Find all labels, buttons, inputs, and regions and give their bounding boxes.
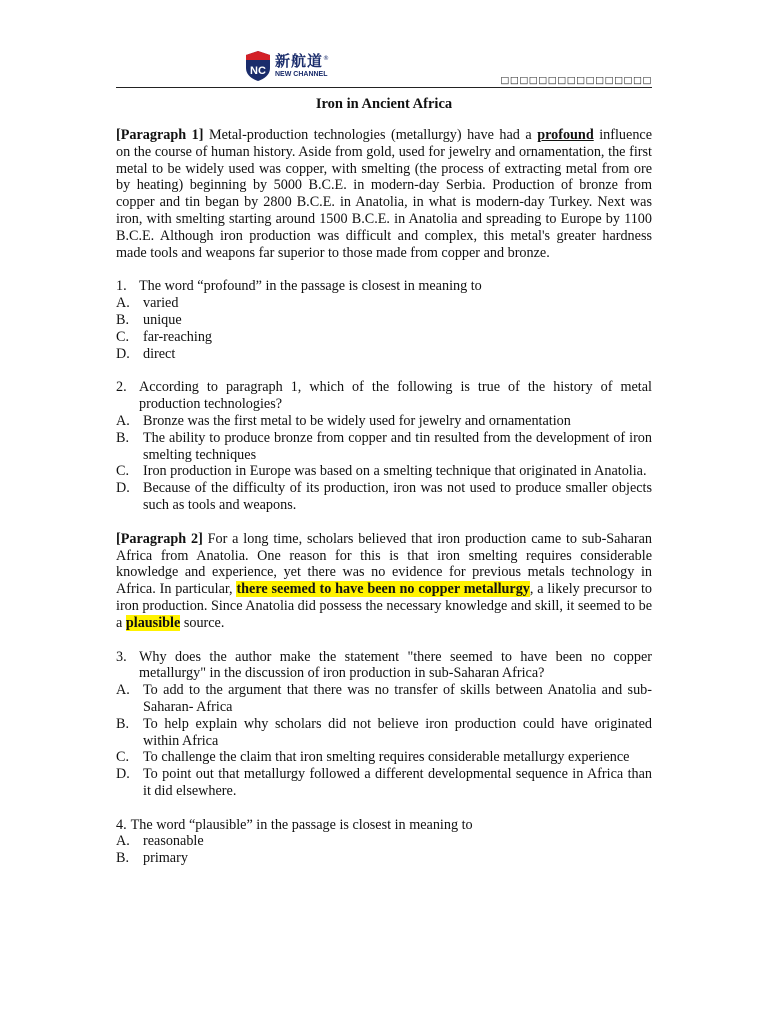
paragraph-text: source.	[180, 614, 225, 631]
question-2	[116, 379, 652, 513]
option-letter: C.	[116, 328, 130, 345]
paragraph-text: influence on the course of human history. Aside from gold, used for jewelry and ornamentation, the first metal to be widely used was copper, with smelting (the process of extracting metal from ore by heating) beginning by 5000 B.C.E. in modern-day Serbia. Production of bronze from copper and tin began by 2800 B.C.E. in Anatolia, in what is modern-day Turkey. Next was iron, with smelting starting around 1500 B.C.E. in Anatolia and spreading to Europe by 1100 B.C.E. Although iron production was difficult and complex, this metal's greater hardness made tools and weapons far superior to those made from copper and bronze.	[116, 127, 653, 261]
answer-option[interactable]	[116, 716, 652, 750]
option-letter: C.	[116, 463, 130, 480]
paragraph-text: Metal-production technologies (metallurgy) have had a	[203, 127, 538, 143]
logo-english-name: NEW CHANNEL	[275, 71, 328, 78]
answer-option[interactable]	[116, 413, 652, 430]
option-text: varied	[143, 295, 179, 312]
option-letter: C.	[116, 749, 130, 766]
option-letter: D.	[116, 480, 130, 497]
option-letter: A.	[116, 682, 130, 699]
option-letter: B.	[116, 429, 130, 446]
option-text: To challenge the claim that iron smelting requires considerable metallurgy experience	[143, 749, 630, 766]
option-letter: B.	[116, 850, 130, 867]
option-letter: D.	[116, 345, 130, 362]
option-letter: B.	[116, 715, 130, 732]
option-letter: A.	[116, 412, 130, 429]
option-letter: D.	[116, 766, 130, 783]
paragraph-text: , a likely precursor to iron production. Since Anatolia did possess the necessary knowledge and skill, it seemed to be a	[116, 581, 653, 631]
answer-option[interactable]	[116, 463, 652, 480]
answer-option[interactable]	[116, 480, 652, 514]
question-text: According to paragraph 1, which of the following is true of the history of metal production technologies?	[139, 379, 652, 413]
paragraph-text: For a long time, scholars believed that iron production came to sub-Saharan Africa from Anatolia. One reason for this is that iron smelting requires considerable knowledge and experience, yet there was no evidence for previous metals technology in Africa. In particular,	[116, 530, 652, 598]
answer-option[interactable]	[116, 430, 652, 464]
highlighted-word: plausible	[125, 614, 181, 631]
new-channel-logo	[245, 50, 330, 82]
logo-wordmark	[275, 54, 330, 78]
question-number: 2.	[116, 379, 127, 396]
key-word: profound	[537, 127, 594, 143]
answer-option[interactable]	[116, 295, 652, 312]
question-text: Why does the author make the statement "there seemed to have been no copper metallurgy" in the discussion of iron production in sub-Saharan Africa?	[139, 648, 652, 682]
option-text: Because of the difficulty of its production, iron was not used to produce smaller objects such as tools and weapons.	[143, 480, 652, 513]
option-text: To help explain why scholars did not believe iron production could have originated within Africa	[143, 715, 652, 749]
registered-mark: ®	[323, 55, 331, 62]
option-text: To add to the argument that there was no transfer of skills between Anatolia and sub-Saharan- Africa	[143, 682, 652, 715]
answer-option[interactable]	[116, 850, 652, 867]
answer-option[interactable]	[116, 312, 652, 329]
paragraph-tag: [Paragraph 1]	[116, 127, 204, 143]
question-4	[116, 817, 652, 867]
question-text: The word “plausible” in the passage is closest in meaning to	[130, 816, 473, 833]
option-text: To point out that metallurgy followed a different developmental sequence in Africa than it did elsewhere.	[143, 766, 652, 799]
answer-option[interactable]	[116, 766, 652, 800]
question-text: The word “profound” in the passage is closest in meaning to	[139, 278, 482, 295]
question-3	[116, 649, 652, 800]
option-text: reasonable	[143, 833, 204, 850]
option-text: direct	[143, 345, 176, 362]
option-text: Bronze was the first metal to be widely used for jewelry and ornamentation	[143, 412, 571, 429]
document-page	[116, 0, 653, 867]
document-body	[116, 127, 652, 884]
answer-option[interactable]	[116, 682, 652, 716]
answer-option[interactable]	[116, 346, 652, 363]
answer-option[interactable]	[116, 749, 652, 766]
question-number: 4.	[116, 816, 127, 833]
question-number: 1.	[116, 278, 127, 295]
option-letter: A.	[116, 833, 130, 850]
option-letter: A.	[116, 295, 130, 312]
logo-chinese-name: 新航道	[275, 52, 324, 70]
question-1	[116, 278, 652, 362]
option-text: unique	[143, 311, 182, 328]
page-header	[116, 0, 652, 88]
header-tagline: □□□□□□□□□□□□□□□□	[500, 75, 652, 86]
option-text: Iron production in Europe was based on a smelting technique that originated in Anatolia.	[143, 463, 647, 480]
paragraph-tag: [Paragraph 2]	[116, 530, 203, 547]
question-number: 3.	[116, 648, 127, 665]
option-text: primary	[143, 850, 188, 867]
header-divider	[116, 87, 652, 88]
option-text: far-reaching	[143, 328, 213, 345]
option-letter: B.	[116, 311, 130, 328]
option-text: The ability to produce bronze from copper and tin resulted from the development of iron smelting techniques	[143, 429, 652, 463]
shield-logo-icon	[245, 50, 271, 82]
document-title: Iron in Ancient Africa	[315, 96, 453, 112]
paragraph-1	[116, 127, 652, 261]
highlighted-phrase: there seemed to have been no copper metallurgy	[236, 581, 530, 598]
paragraph-2	[116, 531, 652, 632]
logo-badge-text: NC	[250, 65, 266, 77]
answer-option[interactable]	[116, 833, 652, 850]
answer-option[interactable]	[116, 329, 652, 346]
